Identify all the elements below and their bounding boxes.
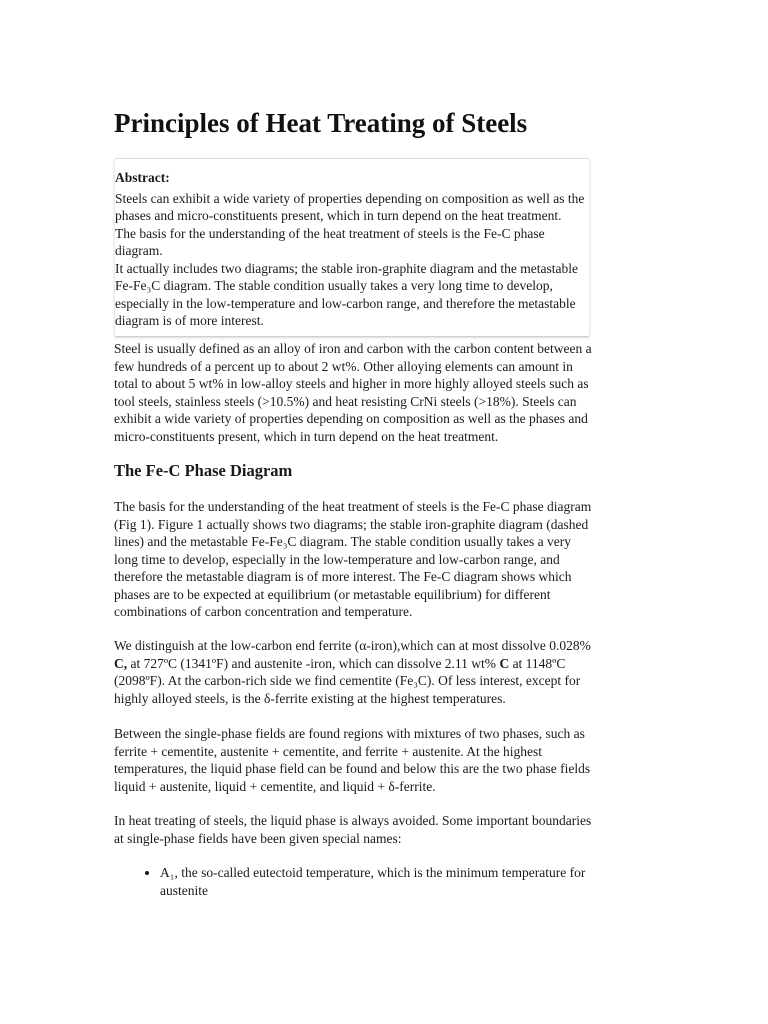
abstract-line: diagram is of more interest.	[115, 313, 264, 328]
abstract-line: phases and micro-constituents present, which in turn depend on the heat treatment.	[115, 208, 562, 223]
text-line: We distinguish at the low-carbon end ferrite (α-iron),which can at most dissolve 0.028%	[114, 638, 591, 653]
ferrite-austenite-paragraph	[114, 637, 654, 707]
boundary-list	[114, 864, 654, 899]
text-fragment: at 1148ºC	[509, 655, 566, 671]
text-line: ferrite + cementite, austenite + cementite, and ferrite + austenite. At the highest	[114, 743, 543, 759]
text-line: Steel is usually defined as an alloy of iron and carbon with the carbon content between a	[114, 341, 592, 356]
text-line: (2098ºF). At the carbon-rich side we find cementite (Fe₃C). Of less interest, except for	[114, 673, 581, 688]
text-line: combinations of carbon concentration and temperature.	[114, 604, 413, 619]
text-line: long time to develop, especially in the low-temperature and low-carbon range, and	[114, 551, 560, 567]
text-line: austenite	[160, 882, 208, 898]
abstract-line: It actually includes two diagrams; the stable iron-graphite diagram and the metastable	[115, 260, 578, 276]
text-line: liquid + austenite, liquid + cementite, and liquid + δ-ferrite.	[114, 778, 436, 794]
text-line: phases are to be expected at equilibrium (or metastable equilibrium) for different	[114, 586, 551, 602]
phase-diagram-paragraph	[114, 498, 654, 621]
bold-carbon: C	[499, 655, 510, 671]
text-line: micro-constituents present, which in turn depend on the heat treatment.	[114, 428, 499, 444]
text-fragment: at 727ºC (1341ºF) and austenite -iron, which can dissolve 2.11 wt%	[127, 655, 500, 671]
text-line: Between the single-phase fields are found regions with mixtures of two phases, such as	[114, 726, 585, 741]
abstract-line: especially in the low-temperature and low-carbon range, and therefore the metastable	[115, 295, 576, 311]
text-line: (Fig 1). Figure 1 actually shows two diagrams; the stable iron-graphite diagram (dashed	[114, 516, 589, 532]
list-item	[160, 864, 654, 899]
text-line: The basis for the understanding of the heat treatment of steels is the Fe-C phase diagram	[114, 499, 592, 514]
abstract-line: Steels can exhibit a wide variety of properties depending on composition as well as the	[115, 190, 585, 206]
abstract-line: The basis for the understanding of the heat treatment of steels is the Fe-C phase diagram.	[115, 225, 545, 258]
page-title: Principles of Heat Treating of Steels	[114, 108, 528, 138]
text-line: highly alloyed steels, is the δ-ferrite existing at the highest temperatures.	[114, 690, 506, 706]
bold-carbon: C,	[114, 655, 128, 671]
text-line: A₁, the so-called eutectoid temperature, which is the minimum temperature for	[160, 865, 586, 880]
text-line: therefore the metastable diagram is of more interest. The Fe-C diagram shows which	[114, 569, 572, 584]
boundaries-paragraph	[114, 812, 654, 847]
text-line: tool steels, stainless steels (>10.5%) and heat resisting CrNi steels (>18%). Steels can	[114, 393, 577, 409]
abstract-text	[115, 190, 589, 330]
intro-paragraph	[114, 340, 654, 445]
text-line: temperatures, the liquid phase field can be found and below this are the two phase fields	[114, 761, 591, 776]
section-heading: The Fe-C Phase Diagram	[114, 461, 293, 480]
abstract-box	[114, 158, 590, 337]
two-phase-paragraph	[114, 725, 654, 795]
text-line: lines) and the metastable Fe-Fe₃C diagram. The stable condition usually takes a very	[114, 534, 571, 549]
abstract-label: Abstract:	[115, 170, 170, 185]
text-line: few hundreds of a percent up to about 2 wt%. Other alloying elements can amount in	[114, 358, 573, 374]
text-line: In heat treating of steels, the liquid phase is always avoided. Some important boundaries	[114, 813, 592, 828]
text-line: at single-phase fields have been given special names:	[114, 830, 402, 846]
text-line: total to about 5 wt% in low-alloy steels and higher in more highly alloyed steels such as	[114, 376, 589, 391]
abstract-line: Fe-Fe₃C diagram. The stable condition usually takes a very long time to develop,	[115, 278, 553, 293]
text-line: exhibit a wide variety of properties depending on composition as well as the phases and	[114, 411, 588, 426]
